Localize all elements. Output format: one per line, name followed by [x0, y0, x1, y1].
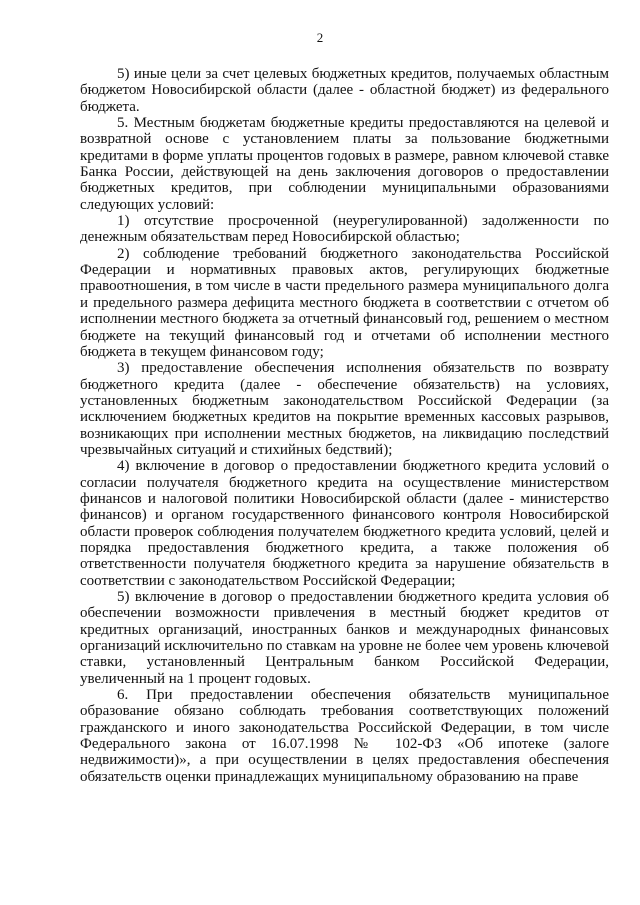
- page-number: 2: [316, 30, 324, 45]
- paragraph-condition-3: 3) предоставление обеспечения исполнения обязательств по возврату бюджетного кредита (далее - обеспечение обязательств) на условиях, установленных бюджетным законодательством Российской Федерации (за исключением бюджетных кредитов на покрытие временных кассовых разрывов, возникающих при исполнении местных бюджетов, на ликвидацию последствий чрезвычайных ситуаций и стихийных бедствий);: [80, 360, 609, 458]
- document-body: [80, 66, 609, 785]
- paragraph-condition-2: 2) соблюдение требований бюджетного законодательства Российской Федерации и нормативных правовых актов, регулирующих бюджетные правоотношения, в том числе в части предельного размера муниципального долга и предельного размера дефицита местного бюджета в соответствии с отчетом об исполнении местного бюджета за отчетный финансовый год, решением о местном бюджете на текущий финансовый год и отчетами об исполнении местного бюджета в текущем финансовом году;: [80, 245, 609, 360]
- paragraph-section-5: 5. Местным бюджетам бюджетные кредиты предоставляются на целевой и возвратной основе с установлением платы за пользование бюджетными кредитами в форме уплаты процентов годовых в размере, равном ключевой ставке Банка России, действующей на день заключения договоров о предоставлении бюджетных кредитов, при соблюдении муниципальными образованиями следующих условий:: [80, 115, 609, 213]
- paragraph-section-6: 6. При предоставлении обеспечения обязательств муниципальное образование обязано соблюдать требования соответствующих положений гражданского и иного законодательства Российской Федерации, в том числе Федерального закона от 16.07.1998 № 102-ФЗ «Об ипотеке (залоге недвижимости)», а при осуществлении в целях предоставления обеспечения обязательств оценки принадлежащих муниципальному образованию на праве: [80, 687, 609, 785]
- paragraph-item-5-other-purposes: 5) иные цели за счет целевых бюджетных кредитов, получаемых областным бюджетом Новосибирской области (далее - областной бюджет) из федерального бюджета.: [80, 66, 609, 115]
- paragraph-condition-5: 5) включение в договор о предоставлении бюджетного кредита условия об обеспечении возможности привлечения в местный бюджет кредитов от кредитных организаций, иностранных банков и международных финансовых организаций исключительно по ставкам на уровне не более чем уровень ключевой ставки, установленный Центральным банком Российской Федерации, увеличенный на 1 процент годовых.: [80, 589, 609, 687]
- paragraph-condition-4: 4) включение в договор о предоставлении бюджетного кредита условий о согласии получателя бюджетного кредита на осуществление министерством финансов и налоговой политики Новосибирской области (далее - министерство финансов) и органом государственного финансового контроля Новосибирской области проверок соблюдения получателем бюджетного кредита условий, целей и порядка предоставления бюджетного кредита, а также положения об ответственности получателя бюджетного кредита за нарушение обязательств в соответствии с законодательством Российской Федерации;: [80, 458, 609, 589]
- paragraph-condition-1: 1) отсутствие просроченной (неурегулированной) задолженности по денежным обязательствам перед Новосибирской областью;: [80, 213, 609, 246]
